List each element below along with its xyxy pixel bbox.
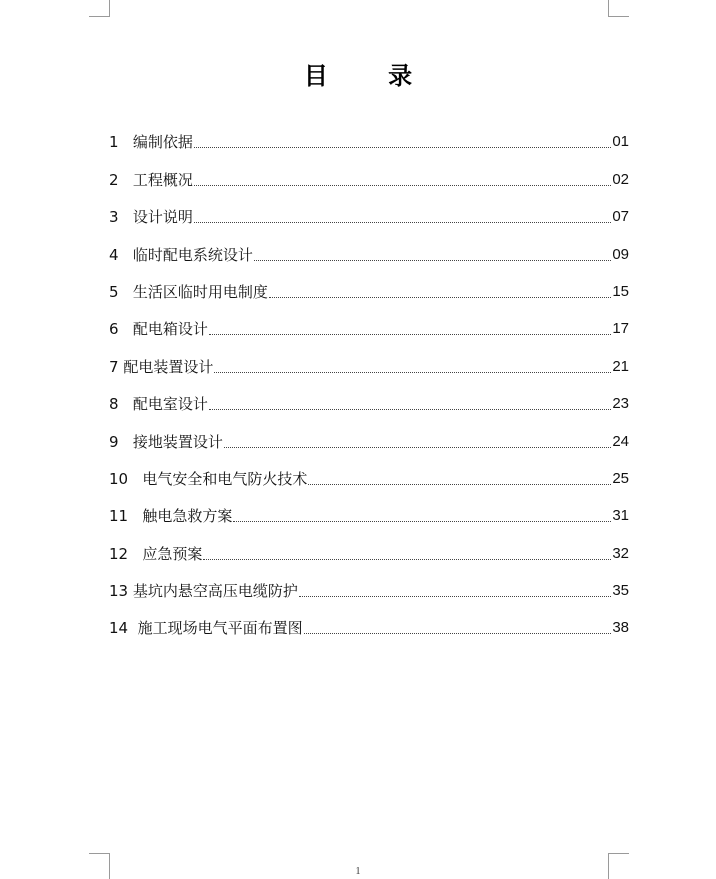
toc-entry[interactable] <box>109 340 629 377</box>
toc-entry-page: 25 <box>612 469 629 487</box>
toc-dot-leader <box>254 259 611 261</box>
toc-entry-label: 设计说明 <box>132 208 193 227</box>
toc-entry-page: 09 <box>612 245 629 263</box>
toc-entry-number: 10 <box>109 469 143 488</box>
toc-dot-leader <box>203 558 611 560</box>
toc-dot-leader <box>194 146 611 148</box>
toc-entry-number: 11 <box>109 507 143 526</box>
toc-entry-page: 38 <box>612 619 629 637</box>
toc-entry-label: 配电装置设计 <box>123 357 214 376</box>
toc-entry-page: 23 <box>612 395 629 413</box>
toc-entry-label: 配电箱设计 <box>132 320 208 339</box>
toc-dot-leader <box>194 221 611 223</box>
toc-entry[interactable] <box>109 191 629 228</box>
toc-entry-number: 7 <box>109 357 124 376</box>
toc-entry-label: 编制依据 <box>132 133 193 152</box>
toc-entry[interactable] <box>109 116 629 153</box>
toc-entry-label: 生活区临时用电制度 <box>132 282 268 301</box>
toc-entry-number: 3 <box>109 208 133 227</box>
toc-entry-number: 13 <box>109 582 133 601</box>
toc-dot-leader <box>299 595 611 597</box>
toc-entry[interactable] <box>109 266 629 303</box>
toc-entry[interactable] <box>109 527 629 564</box>
toc-entry-page: 01 <box>612 133 629 151</box>
toc-entry[interactable] <box>109 490 629 527</box>
toc-entry-page: 35 <box>612 582 629 600</box>
toc-entry-number: 5 <box>109 282 133 301</box>
toc-entry-label: 基坑内悬空高压电缆防护 <box>132 582 298 601</box>
toc-entry-page: 02 <box>612 170 629 188</box>
toc-entry-page: 24 <box>612 432 629 450</box>
toc-entry-number: 6 <box>109 320 133 339</box>
toc-entry-number: 9 <box>109 432 133 451</box>
toc-entry-number: 8 <box>109 395 133 414</box>
toc-dot-leader <box>209 408 611 410</box>
toc-dot-leader <box>214 371 611 373</box>
toc-entry[interactable] <box>109 303 629 340</box>
toc-entry-label: 配电室设计 <box>132 395 208 414</box>
toc-entry-page: 21 <box>612 357 629 375</box>
toc-entry-label: 临时配电系统设计 <box>132 245 253 264</box>
toc-dot-leader <box>269 296 611 298</box>
toc-entry-label: 接地装置设计 <box>132 432 223 451</box>
toc-entry[interactable] <box>109 228 629 265</box>
toc-entry-page: 31 <box>612 507 629 525</box>
toc-entry-label: 施工现场电气平面布置图 <box>137 619 303 638</box>
toc-entry-number: 1 <box>109 133 133 152</box>
toc-entry-page: 07 <box>612 208 629 226</box>
crop-mark-top-right <box>608 0 629 17</box>
toc-entry-number: 14 <box>109 619 138 638</box>
footer-page-number: 1 <box>355 866 361 877</box>
toc-entry-label: 触电急救方案 <box>142 507 233 526</box>
toc-entry-page: 32 <box>612 544 629 562</box>
toc-dot-leader <box>233 520 611 522</box>
toc-dot-leader <box>308 483 611 485</box>
toc-entry[interactable] <box>109 378 629 415</box>
toc-entry-page: 17 <box>612 320 629 338</box>
toc-entry-number: 12 <box>109 544 143 563</box>
toc-entry[interactable] <box>109 565 629 602</box>
toc-dot-leader <box>224 446 611 448</box>
toc-entry-label: 应急预案 <box>142 544 203 563</box>
toc-entry[interactable] <box>109 153 629 190</box>
toc-dot-leader <box>209 333 611 335</box>
toc-dot-leader <box>304 632 612 634</box>
toc-entry[interactable] <box>109 602 629 639</box>
toc-entry-number: 4 <box>109 245 133 264</box>
toc-dot-leader <box>194 184 611 186</box>
toc-title: 目 录 <box>303 62 439 90</box>
toc-entry-label: 工程概况 <box>132 170 193 189</box>
toc-entry[interactable] <box>109 453 629 490</box>
toc-entry-label: 电气安全和电气防火技术 <box>142 469 308 488</box>
table-of-contents <box>109 116 629 639</box>
toc-entry-number: 2 <box>109 170 133 189</box>
toc-entry[interactable] <box>109 415 629 452</box>
toc-entry-page: 15 <box>612 282 629 300</box>
crop-mark-top-left <box>89 0 110 17</box>
